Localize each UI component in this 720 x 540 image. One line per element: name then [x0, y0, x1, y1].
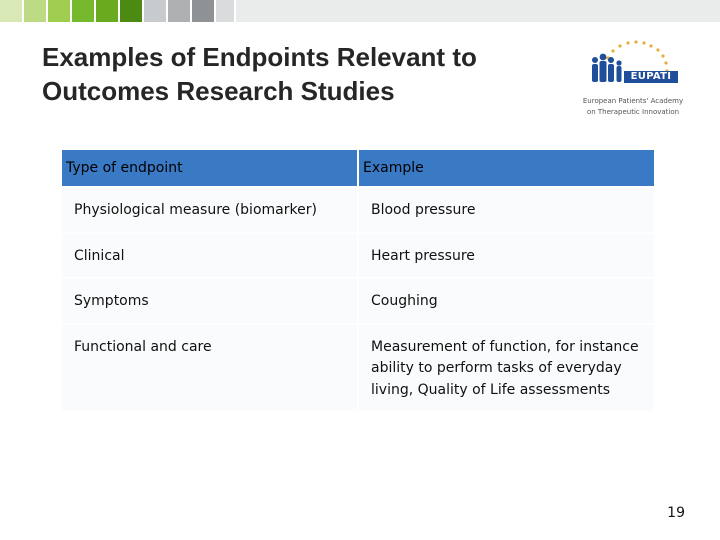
strip-square — [144, 0, 166, 22]
title-line-2: Outcomes Research Studies — [42, 76, 395, 106]
logo-subtitle-line-2: on Therapeutic Innovation — [586, 108, 680, 116]
strip-square — [120, 0, 142, 22]
table-row — [62, 233, 654, 279]
table-row — [62, 278, 654, 324]
example-cell: Coughing — [358, 278, 654, 324]
column-header-example: Example — [358, 150, 654, 187]
logo-brand-text: EUPATI — [630, 71, 672, 82]
endpoint-type-cell: Functional and care — [62, 324, 358, 412]
endpoint-type-cell: Clinical — [62, 233, 358, 279]
table-header-row — [62, 150, 654, 187]
strip-square — [48, 0, 70, 22]
page-title — [42, 40, 562, 108]
table-row — [62, 187, 654, 233]
strip-square — [96, 0, 118, 22]
strip-bar — [236, 0, 720, 22]
endpoints-table — [62, 150, 654, 411]
strip-square — [216, 0, 234, 22]
strip-square — [24, 0, 46, 22]
logo-subtitle — [578, 96, 688, 118]
page-number: 19 — [667, 505, 685, 521]
decorative-color-strip — [0, 0, 720, 22]
title-line-1: Examples of Endpoints Relevant to — [42, 42, 477, 72]
endpoint-type-cell: Physiological measure (biomarker) — [62, 187, 358, 233]
example-cell: Blood pressure — [358, 187, 654, 233]
column-header-type: Type of endpoint — [62, 150, 358, 187]
eupati-logo-icon — [578, 36, 688, 96]
example-cell: Heart pressure — [358, 233, 654, 279]
endpoint-type-cell: Symptoms — [62, 278, 358, 324]
example-cell: Measurement of function, for instance ability to perform tasks of everyday living, Quality of Life assessments — [358, 324, 654, 412]
table-row — [62, 324, 654, 412]
strip-square — [72, 0, 94, 22]
strip-square — [192, 0, 214, 22]
logo-subtitle-line-1: European Patients' Academy — [582, 97, 684, 105]
strip-square — [0, 0, 22, 22]
strip-square — [168, 0, 190, 22]
eupati-logo — [578, 36, 688, 120]
